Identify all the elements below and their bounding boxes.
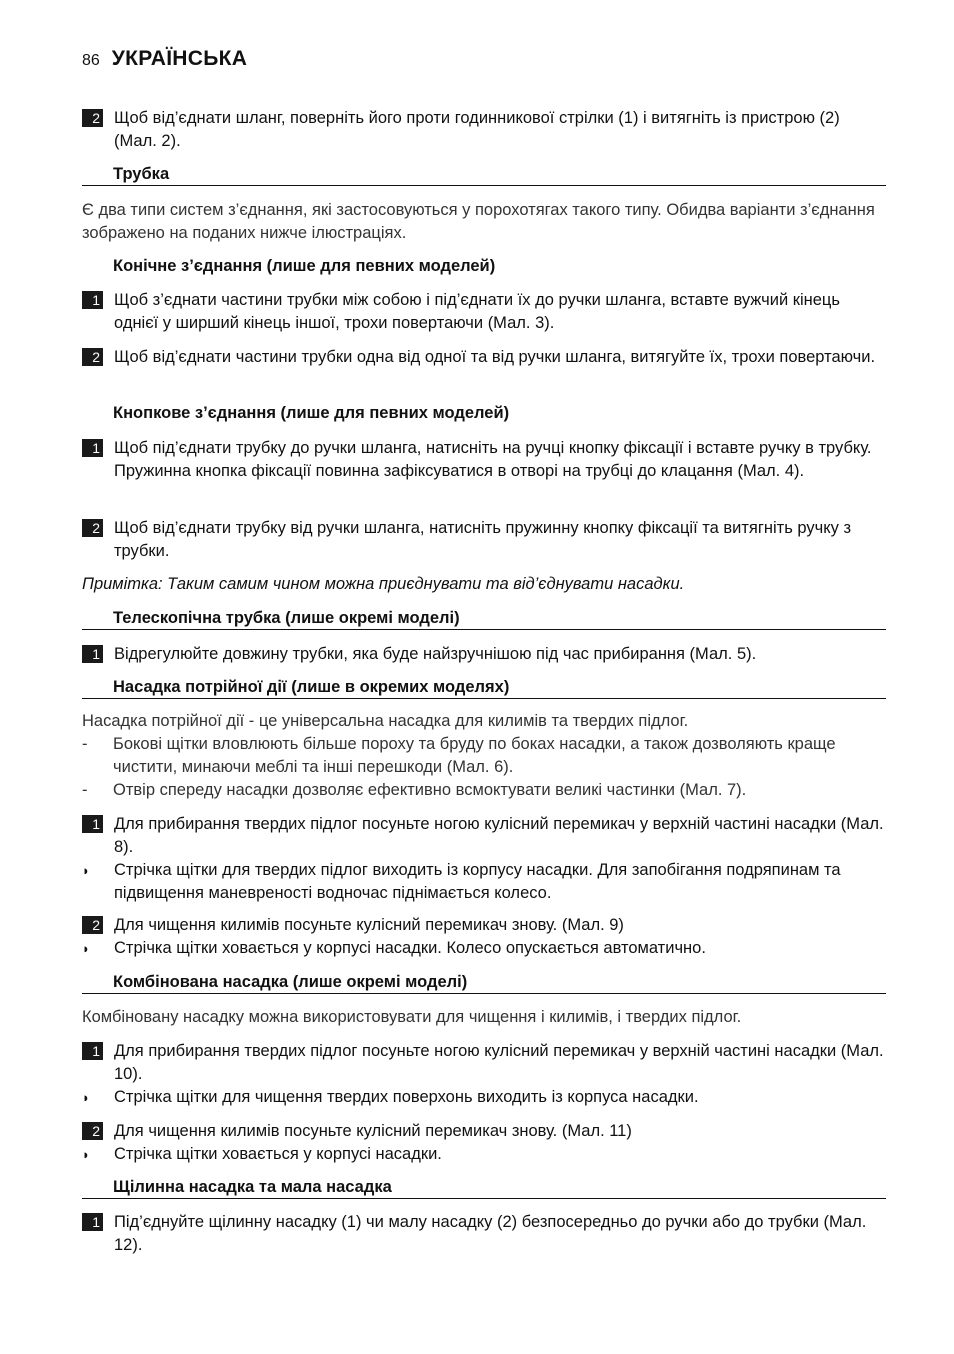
dash-marker: -: [82, 735, 88, 753]
step-crevice-attach: [82, 1211, 886, 1257]
triple-nozzle-step-2-group: [82, 914, 886, 960]
subheading-conic-connection: Конічне з’єднання (лише для певних моделей): [113, 257, 496, 275]
step-conic-disconnect: [82, 346, 886, 369]
step-carpet: [82, 1120, 886, 1143]
result-arrow-icon: ◗: [82, 863, 90, 878]
bullet-text: Отвір спереду насадки дозволяє ефективно всмоктувати великі частинки (Мал. 7).: [113, 781, 747, 799]
result-arrow-icon: ◗: [82, 1090, 90, 1105]
section-heading-crevice-nozzle: Щілинна насадка та мала насадка: [82, 1176, 886, 1199]
step-result: [82, 1143, 886, 1166]
step-result: [82, 859, 886, 905]
step-text: Під’єднуйте щілинну насадку (1) чи малу насадку (2) безпосередньо до ручки або до трубки (Мал. 12).: [114, 1213, 867, 1254]
step-number-badge: 2: [82, 109, 103, 127]
step-telescopic-adjust: [82, 643, 886, 666]
triple-nozzle-intro-text: Насадка потрійної дії - це універсальна насадка для килимів та твердих підлог.: [82, 712, 689, 730]
triple-nozzle-intro: [82, 710, 886, 802]
combined-nozzle-intro: Комбіновану насадку можна використовувати для чищення і килимів, і твердих підлог.: [82, 1008, 742, 1026]
section-heading-triple-action-nozzle: Насадка потрійної дії (лише в окремих моделях): [82, 676, 886, 699]
bullet-text: Бокові щітки вловлюють більше пороху та бруду по боках насадки, а також дозволяють краще чистити, минаючи меблі та інші перешкоди (Мал. 6).: [113, 735, 836, 776]
step-text: Щоб під’єднати трубку до ручки шланга, натисніть на ручці кнопку фіксації і вставте ручку в трубку. Пружинна кнопка фіксації повинна зафіксуватися в отворі на трубці до клацання (Мал. 4).: [114, 439, 872, 480]
note-paragraph: Примітка: Таким самим чином можна приєднувати та від’єднувати насадки.: [82, 575, 685, 593]
section-heading-tube: Трубка: [82, 163, 886, 186]
step-hard-floor: [82, 1040, 886, 1086]
step-text: Для чищення килимів посуньте кулісний перемикач знову. (Мал. 11): [114, 1122, 632, 1140]
step-number-badge: 1: [82, 645, 103, 663]
step-text: Щоб з’єднати частини трубки між собою і під’єднати їх до ручки шланга, вставте вужчий кінець однієї у ширший кінець іншої, трохи повертаючи (Мал. 3).: [114, 291, 840, 332]
step-text: Для прибирання твердих підлог посуньте ногою кулісний перемикач у верхній частині насадки (Мал. 10).: [114, 1042, 884, 1083]
step-text: Щоб від’єднати шланг, поверніть його проти годинникової стрілки (1) і витягніть із пристрою (2) (Мал. 2).: [114, 109, 840, 150]
step-number-badge: 2: [82, 916, 103, 934]
step-button-connect: [82, 437, 886, 483]
step-text: Відрегулюйте довжину трубки, яка буде найзручнішою під час прибирання (Мал. 5).: [114, 645, 757, 663]
step-hard-floor: [82, 813, 886, 859]
result-arrow-icon: ◗: [82, 1147, 90, 1162]
step-number-badge: 1: [82, 815, 103, 833]
triple-nozzle-step-1-group: [82, 813, 886, 905]
subheading-button-connection: Кнопкове з’єднання (лише для певних моделей): [113, 404, 510, 422]
result-text: Стрічка щітки ховається у корпусі насадки.: [114, 1145, 442, 1163]
step-text: Щоб від’єднати трубку від ручки шланга, натисніть пружинну кнопку фіксації та витягніть ручку з трубки.: [114, 519, 852, 560]
result-arrow-icon: ◗: [82, 941, 90, 956]
step-disconnect-hose: [82, 107, 886, 153]
step-number-badge: 1: [82, 291, 103, 309]
result-text: Стрічка щітки для чищення твердих поверхонь виходить із корпуса насадки.: [114, 1088, 699, 1106]
section-heading-telescopic-tube: Телескопічна трубка (лише окремі моделі): [82, 607, 886, 630]
step-conic-connect: [82, 289, 886, 335]
step-number-badge: 1: [82, 439, 103, 457]
step-button-disconnect: [82, 517, 886, 563]
language-title: УКРАЇНСЬКА: [111, 47, 248, 70]
bullet-item: [82, 733, 886, 779]
step-number-badge: 1: [82, 1213, 103, 1231]
step-text: Для прибирання твердих підлог посуньте ногою кулісний перемикач у верхній частині насадки (Мал. 8).: [114, 815, 884, 856]
tube-intro-paragraph: Є два типи систем з’єднання, які застосовуються у порохотягах такого типу. Обидва варіанти з’єднання зображено на поданих нижче ілюстраціях.: [82, 201, 875, 242]
step-number-badge: 2: [82, 519, 103, 537]
step-text: Щоб від’єднати частини трубки одна від одної та від ручки шланга, витягуйте їх, трохи повертаючи.: [114, 348, 876, 366]
combined-nozzle-step-2-group: [82, 1120, 886, 1166]
step-carpet: [82, 914, 886, 937]
step-result: [82, 937, 886, 960]
step-text: Для чищення килимів посуньте кулісний перемикач знову. (Мал. 9): [114, 916, 624, 934]
dash-marker: -: [82, 781, 88, 799]
page-number: 86: [82, 52, 100, 69]
section-heading-combined-nozzle: Комбінована насадка (лише окремі моделі): [82, 971, 886, 994]
result-text: Стрічка щітки для твердих підлог виходить із корпусу насадки. Для запобігання подряпинам та підвищення маневреності водночас піднімається колесо.: [114, 861, 841, 902]
page-header: [82, 47, 247, 71]
step-result: [82, 1086, 886, 1109]
result-text: Стрічка щітки ховається у корпусі насадки. Колесо опускається автоматично.: [114, 939, 706, 957]
step-number-badge: 2: [82, 348, 103, 366]
step-number-badge: 2: [82, 1122, 103, 1140]
combined-nozzle-step-1-group: [82, 1040, 886, 1109]
step-number-badge: 1: [82, 1042, 103, 1060]
bullet-item: [82, 779, 886, 802]
